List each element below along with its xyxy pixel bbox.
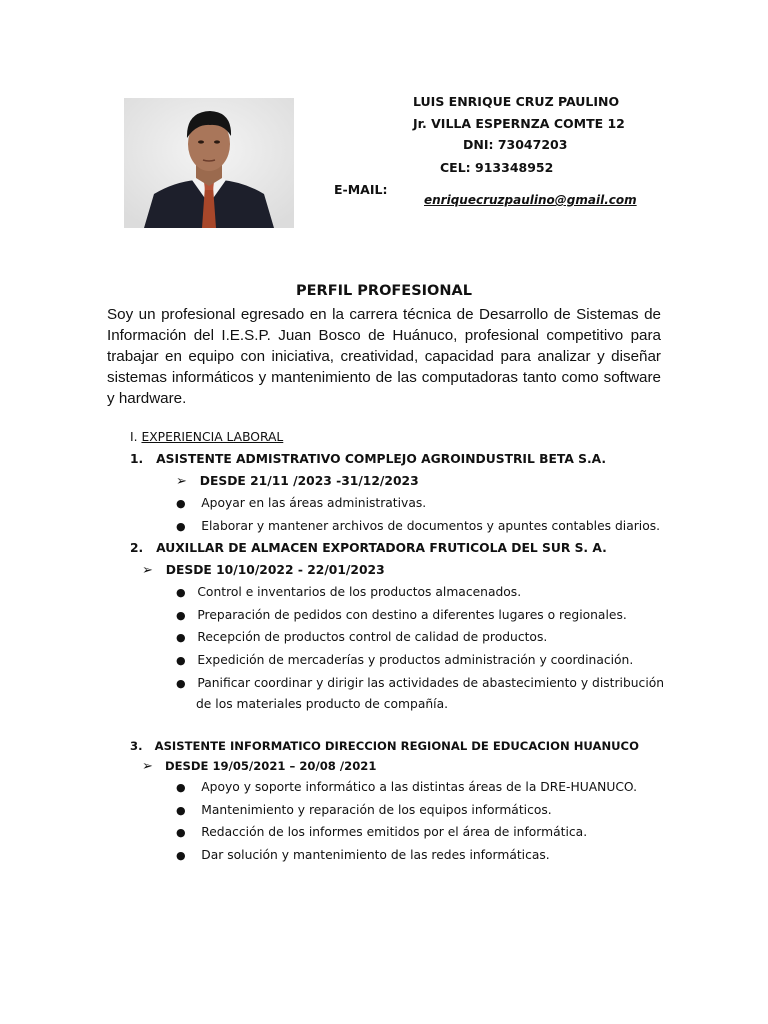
arrow-bullet-icon: ➢ [142,759,153,774]
bullet-icon: ● [176,586,186,599]
job-period [142,563,385,578]
job-title [130,452,606,466]
bullet-icon: ● [176,804,186,817]
job-title [130,739,639,753]
list-item-text: Mantenimiento y reparación de los equipos informáticos. [201,803,552,817]
bullet-icon: ● [176,497,186,510]
list-item [176,496,426,510]
list-item [176,676,664,690]
bullet-icon: ● [176,654,186,667]
list-item [176,803,552,817]
list-item-text: Preparación de pedidos con destino a diferentes lugares o regionales. [197,608,627,622]
candidate-name: LUIS ENRIQUE CRUZ PAULINO [413,94,620,109]
list-item-text: Apoyar en las áreas administrativas. [201,496,427,510]
list-item-text: Expedición de mercaderías y productos administración y coordinación. [197,653,634,667]
list-item-continuation: de los materiales producto de compañía. [196,697,449,711]
list-item [176,630,547,644]
arrow-bullet-icon: ➢ [176,474,187,489]
job-period-text: DESDE 19/05/2021 – 20/08 /2021 [165,759,377,773]
list-item [176,825,587,839]
list-item [176,585,521,599]
job-period [142,759,376,774]
job-title-text: ASISTENTE INFORMATICO DIRECCION REGIONAL DE EDUCACION HUANUCO [154,739,639,753]
list-item [176,780,637,794]
job-period-text: DESDE 10/10/2022 - 22/01/2023 [165,563,385,577]
email-label: E-MAIL: [334,182,388,197]
experience-heading [130,430,283,444]
job-number: 2. [130,541,144,555]
section-number: I. [130,430,138,444]
bullet-icon: ● [176,826,186,839]
job-title [130,541,607,555]
bullet-icon: ● [176,677,186,690]
job-number: 1. [130,452,144,466]
list-item-text: Panificar coordinar y dirigir las actividades de abastecimiento y distribución [197,676,665,690]
candidate-address: Jr. VILLA ESPERNZA COMTE 12 [413,116,625,131]
list-item-text: Apoyo y soporte informático a las distintas áreas de la DRE-HUANUCO. [201,780,638,794]
job-title-text: ASISTENTE ADMISTRATIVO COMPLEJO AGROINDUSTRIL BETA S.A. [156,452,607,466]
list-item [176,848,550,862]
job-period-text: DESDE 21/11 /2023 -31/12/2023 [199,474,419,488]
job-title-text: AUXILLAR DE ALMACEN EXPORTADORA FRUTICOLA DEL SUR S. A. [156,541,607,555]
section-title: EXPERIENCIA LABORAL [141,430,284,444]
list-item [176,519,660,533]
candidate-phone: CEL: 913348952 [440,160,554,175]
list-item-text: Elaborar y mantener archivos de documentos y apuntes contables diarios. [201,519,661,533]
list-item-text: Redacción de los informes emitidos por el área de informática. [201,825,588,839]
list-item [176,608,627,622]
bullet-icon: ● [176,849,186,862]
email-link[interactable]: enriquecruzpaulino@gmail.com [424,193,637,207]
bullet-icon: ● [176,609,186,622]
list-item-text: Control e inventarios de los productos almacenados. [197,585,522,599]
candidate-dni: DNI: 73047203 [463,137,568,152]
arrow-bullet-icon: ➢ [142,563,153,578]
bullet-icon: ● [176,781,186,794]
job-period [176,474,419,489]
bullet-icon: ● [176,520,186,533]
list-item [176,653,633,667]
bullet-icon: ● [176,631,186,644]
profile-photo [124,98,294,228]
list-item-text: Dar solución y mantenimiento de las redes informáticas. [201,848,550,862]
profile-title: PERFIL PROFESIONAL [296,283,472,299]
job-number: 3. [130,739,143,753]
profile-paragraph: Soy un profesional egresado en la carrera técnica de Desarrollo de Sistemas de Información del I.E.S.P. Juan Bosco de Huánuco, profesional competitivo para trabajar en equipo con iniciativa, creatividad, capacidad para analizar y diseñar sistemas informáticos y mantenimiento de las computadoras tanto como software y hardware. [107,306,661,407]
list-item-text: Recepción de productos control de calidad de productos. [197,630,548,644]
